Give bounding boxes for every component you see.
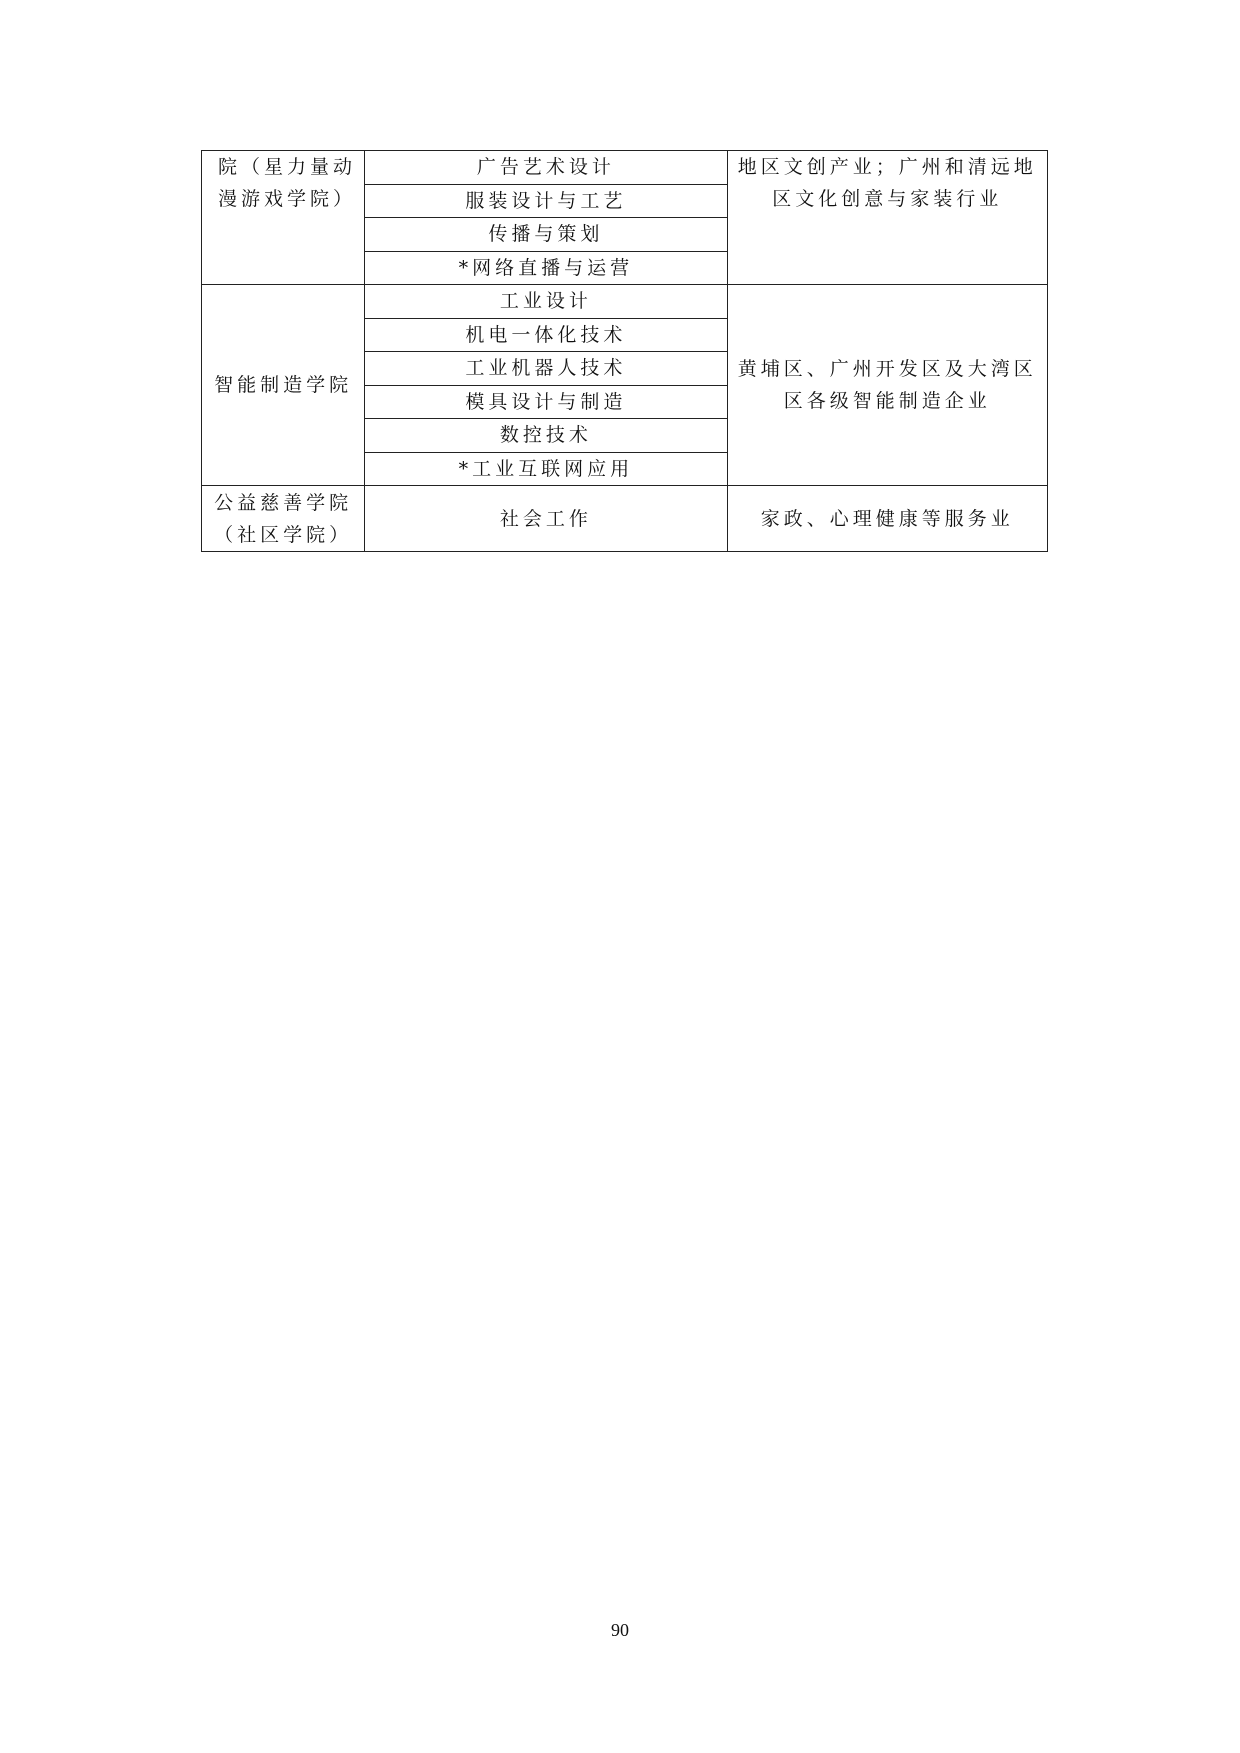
industry-cell — [727, 285, 1047, 486]
major-cell: 工业机器人技术 — [365, 352, 727, 386]
major-cell: 数控技术 — [365, 419, 727, 453]
college-line: （社区学院） — [214, 523, 353, 546]
college-cell — [202, 285, 365, 486]
college-line: 院（星力量动 — [218, 156, 357, 178]
college-cell — [202, 151, 365, 285]
industry-line: 家政、心理健康等服务业 — [760, 507, 1014, 530]
industry-cell — [727, 151, 1047, 285]
industry-line: 区各级智能制造企业 — [783, 390, 991, 412]
college-line: 公益慈善学院 — [214, 491, 353, 514]
table-row — [202, 486, 1048, 552]
major-cell: 社会工作 — [365, 486, 727, 552]
industry-line: 黄埔区、广州开发区及大湾区 — [737, 358, 1037, 380]
major-cell: *工业互联网应用 — [365, 452, 727, 486]
major-cell: 模具设计与制造 — [365, 385, 727, 419]
industry-cell — [727, 486, 1047, 552]
college-line: 智能制造学院 — [214, 374, 353, 396]
major-cell: 广告艺术设计 — [365, 151, 727, 185]
page-number: 90 — [611, 1620, 629, 1640]
industry-line: 区文化创意与家装行业 — [772, 188, 1003, 210]
major-cell: *网络直播与运营 — [365, 251, 727, 285]
industry-line: 地区文创产业；广州和清远地 — [737, 156, 1037, 178]
major-cell: 工业设计 — [365, 285, 727, 319]
major-cell: 服装设计与工艺 — [365, 184, 727, 218]
college-line: 漫游戏学院） — [218, 188, 357, 210]
major-cell: 机电一体化技术 — [365, 318, 727, 352]
college-major-industry-table — [201, 150, 1048, 552]
major-cell: 传播与策划 — [365, 218, 727, 252]
college-cell — [202, 486, 365, 552]
table-row — [202, 285, 1048, 319]
table-row — [202, 151, 1048, 185]
